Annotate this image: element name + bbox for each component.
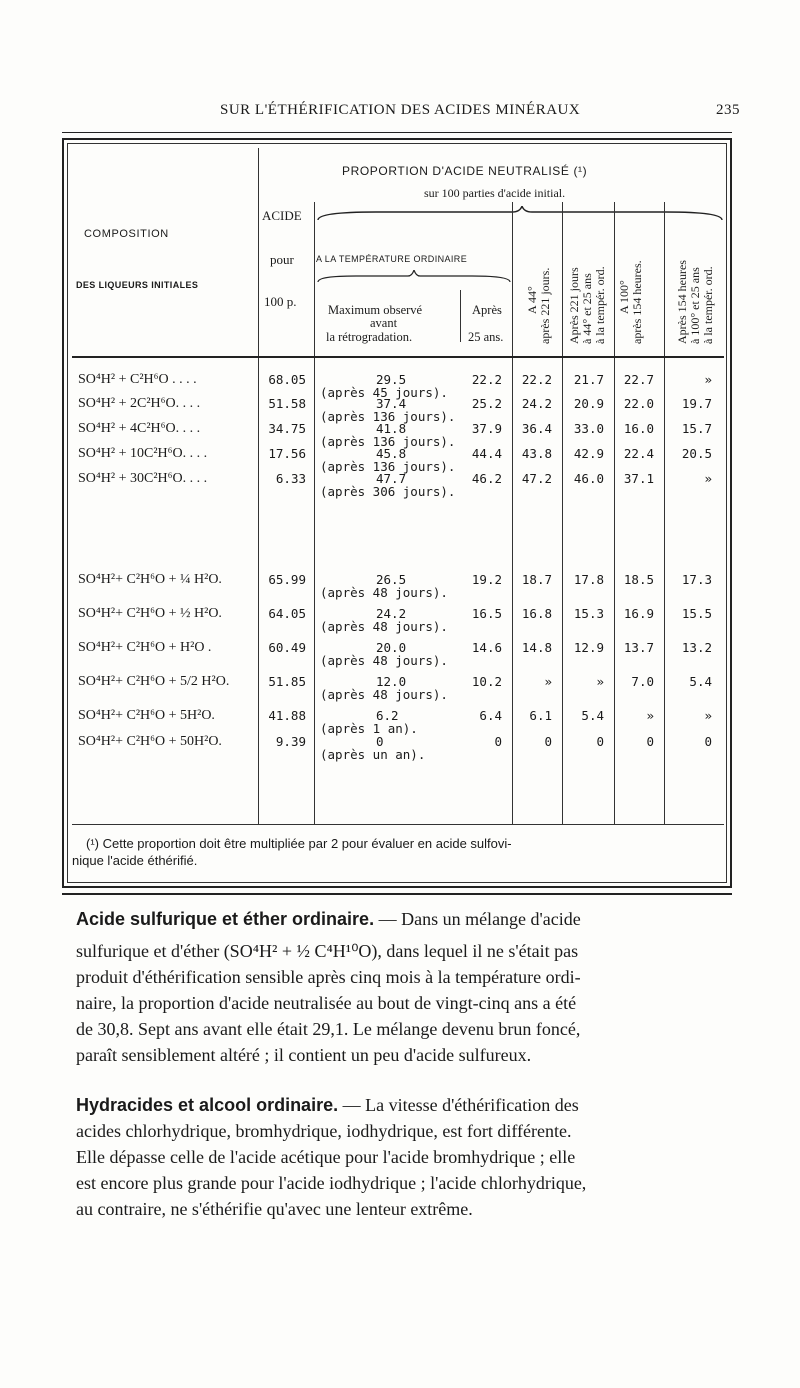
rule-v-apres [512,202,513,824]
cell-acide: 60.49 [268,640,306,655]
cell-max: 24.2 [376,606,407,621]
cell-apres25: 16.5 [471,606,502,621]
cell-c44: 47.2 [521,471,552,486]
cell-comp: SO⁴H²+ C²H⁶O + 5/2 H²O. [78,674,230,689]
cell-c154: » [704,471,712,486]
header-proportion-sub: sur 100 parties d'acide initial. [424,186,566,200]
cell-comp: SO⁴H²+ C²H⁶O + H²O . [78,640,212,655]
cell-c221: » [596,674,604,689]
cell-max-note: (après 48 jours). [320,619,448,634]
header-acide-pour: pour [270,252,294,267]
cell-max: 26.5 [376,572,407,587]
header-maximum-retro: la rétrogradation. [326,330,413,344]
cell-max-note: (après un an). [320,747,426,762]
cell-acide: 51.85 [268,674,306,689]
cell-apres25: 10.2 [471,674,502,689]
cell-comp: SO⁴H² + C²H⁶O . . . . [78,372,197,387]
cell-apres25: 46.2 [471,471,502,486]
cell-max: 6.2 [376,708,399,723]
cell-c154: » [704,372,712,387]
rule-v-c221 [614,202,615,824]
cell-c100: 7.0 [631,674,654,689]
header-col-154: Après 154 heures à 100° et 25 ans à la tempér. ord. [675,260,715,344]
heading-acide-sulfurique: Acide sulfurique et éther ordinaire. [76,909,375,929]
header-col-221: Après 221 jours à 44° et 25 ans à la tempér. ord. [567,266,607,344]
cell-c154: 19.7 [681,396,712,411]
header-temp-ordinaire: A LA TEMPÉRATURE ORDINAIRE [316,254,468,264]
cell-max: 45.8 [376,446,407,461]
cell-c221: 42.9 [573,446,604,461]
footnote-line2: nique l'acide éthérifié. [72,853,198,868]
header-acide-100p: 100 p. [264,294,297,309]
cell-c221: 33.0 [573,421,604,436]
header-col-100: A 100° après 154 heures. [617,260,644,344]
cell-max: 29.5 [376,372,407,387]
cell-apres25: 44.4 [471,446,502,461]
rule-header-bottom [72,356,724,358]
cell-apres25: 37.9 [471,421,502,436]
data-table [62,138,732,888]
cell-c44: 6.1 [529,708,552,723]
cell-c221: 46.0 [573,471,604,486]
cell-apres25: 6.4 [479,708,502,723]
header-apres-25: 25 ans. [468,330,504,344]
cell-acide: 68.05 [268,372,306,387]
cell-max-note: (après 45 jours). [320,385,448,400]
header-apres: Après [472,303,502,317]
cell-c44: 24.2 [521,396,552,411]
rule-v-comp [258,148,259,824]
cell-acide: 34.75 [268,421,306,436]
running-head [60,100,740,126]
cell-apres25: 22.2 [471,372,502,387]
paragraph-acide-sulfurique: Acide sulfurique et éther ordinaire. — Dans un mélange d'acide sulfurique et d'éther (SO⁴H² + ½ C⁴H¹⁰O), dans lequel il ne s'était pas produit d'éthérification sensible après cinq mois à la température ordi- naire, la proportion d'acide neutralisée au bout de vingt-cinq ans a été de 30,8. Sept ans avant elle était 29,1. Le mélange devenu brun foncé, paraît sensiblement altéré ; il contient un peu d'acide sulfureux. [76,909,581,1065]
cell-c221: 21.7 [573,372,604,387]
cell-c44: 43.8 [521,446,552,461]
cell-c100: » [646,708,654,723]
rule-table-bottom [72,824,724,825]
cell-c100: 22.7 [623,372,654,387]
cell-c154: 5.4 [689,674,712,689]
cell-c221: 17.8 [573,572,604,587]
cell-apres25: 25.2 [471,396,502,411]
cell-apres25: 0 [494,734,502,749]
cell-c44: 22.2 [521,372,552,387]
cell-apres25: 14.6 [471,640,502,655]
cell-c44: 18.7 [521,572,552,587]
cell-c221: 12.9 [573,640,604,655]
cell-c154: 20.5 [681,446,712,461]
running-head-title: SUR L'ÉTHÉRIFICATION DES ACIDES MINÉRAUX [220,102,581,118]
cell-c221: 20.9 [573,396,604,411]
cell-max: 37.4 [376,396,407,411]
cell-c154: 13.2 [681,640,712,655]
cell-comp: SO⁴H² + 4C²H⁶O. . . . [78,421,201,436]
cell-c154: 17.3 [681,572,712,587]
cell-comp: SO⁴H² + 10C²H⁶O. . . . [78,446,208,461]
cell-c100: 13.7 [623,640,654,655]
cell-max-note: (après 48 jours). [320,585,448,600]
footnote-line1: (¹) Cette proportion doit être multipliée par 2 pour évaluer en acide sulfovi- [86,836,512,851]
header-acide: ACIDE [262,208,302,223]
rule-v-acide [314,202,315,824]
header-composition: COMPOSITION [84,228,169,240]
cell-acide: 41.88 [268,708,306,723]
header-proportion: PROPORTION D'ACIDE NEUTRALISÉ (¹) [342,164,588,178]
cell-comp: SO⁴H² + 30C²H⁶O. . . . [78,471,208,486]
page-number: 235 [716,102,740,118]
cell-max-note: (après 1 an). [320,721,418,736]
heading-hydracides: Hydracides et alcool ordinaire. [76,1095,339,1115]
cell-max-note: (après 48 jours). [320,687,448,702]
cell-c100: 22.0 [623,396,654,411]
cell-max: 20.0 [376,640,407,655]
cell-c44: 36.4 [521,421,552,436]
cell-c154: 15.5 [681,606,712,621]
cell-max: 41.8 [376,421,407,436]
cell-c100: 16.0 [623,421,654,436]
cell-acide: 65.99 [268,572,306,587]
header-maximum: Maximum observé [328,303,423,317]
rule-v-max [460,290,461,342]
cell-comp: SO⁴H² + 2C²H⁶O. . . . [78,396,201,411]
cell-comp: SO⁴H²+ C²H⁶O + ½ H²O. [78,606,222,621]
cell-max-note: (après 48 jours). [320,653,448,668]
cell-c221: 0 [596,734,604,749]
cell-c154: 0 [704,734,712,749]
cell-c100: 16.9 [623,606,654,621]
paragraph-hydracides: Hydracides et alcool ordinaire. — La vitesse d'éthérification des acides chlorhydrique, bromhydrique, iodhydrique, est fort différente. Elle dépasse celle de l'acide acétique pour l'acide bromhydrique ; elle est encore plus grande pour l'acide iodhydrique ; l'acide chlorhydrique, au contraire, ne s'éthérifie qu'avec une lenteur extrême. [76,1095,587,1219]
cell-acide: 17.56 [268,446,306,461]
cell-max-note: (après 136 jours). [320,459,456,474]
cell-c154: 15.7 [681,421,712,436]
cell-c44: 14.8 [521,640,552,655]
cell-max: 12.0 [376,674,407,689]
cell-acide: 6.33 [275,471,306,486]
cell-c221: 15.3 [573,606,604,621]
cell-max: 0 [376,734,384,749]
cell-acide: 9.39 [275,734,306,749]
cell-apres25: 19.2 [471,572,502,587]
cell-acide: 51.58 [268,396,306,411]
cell-c154: » [704,708,712,723]
cell-max: 47.7 [376,471,407,486]
cell-max-note: (après 306 jours). [320,484,456,499]
cell-c44: » [544,674,552,689]
cell-c100: 18.5 [623,572,654,587]
header-proportion-brace [316,206,724,222]
cell-max-note: (après 136 jours). [320,434,456,449]
rule-v-c44 [562,202,563,824]
running-head-rule [62,132,732,133]
header-temp-brace [316,270,512,284]
cell-c44: 16.8 [521,606,552,621]
cell-c221: 5.4 [581,708,604,723]
cell-max-note: (après 136 jours). [320,409,456,424]
cell-c100: 37.1 [623,471,654,486]
cell-comp: SO⁴H²+ C²H⁶O + ¼ H²O. [78,572,222,587]
cell-comp: SO⁴H²+ C²H⁶O + 50H²O. [78,734,222,749]
cell-c100: 22.4 [623,446,654,461]
rule-v-c100 [664,202,665,824]
cell-c44: 0 [544,734,552,749]
header-col-44: A 44° après 221 jours. [525,267,552,344]
header-maximum-avant: avant [370,316,398,330]
cell-c100: 0 [646,734,654,749]
cell-comp: SO⁴H²+ C²H⁶O + 5H²O. [78,708,215,723]
frame-bottom-rule [62,893,732,895]
header-composition-sub: DES LIQUEURS INITIALES [76,280,199,290]
cell-acide: 64.05 [268,606,306,621]
